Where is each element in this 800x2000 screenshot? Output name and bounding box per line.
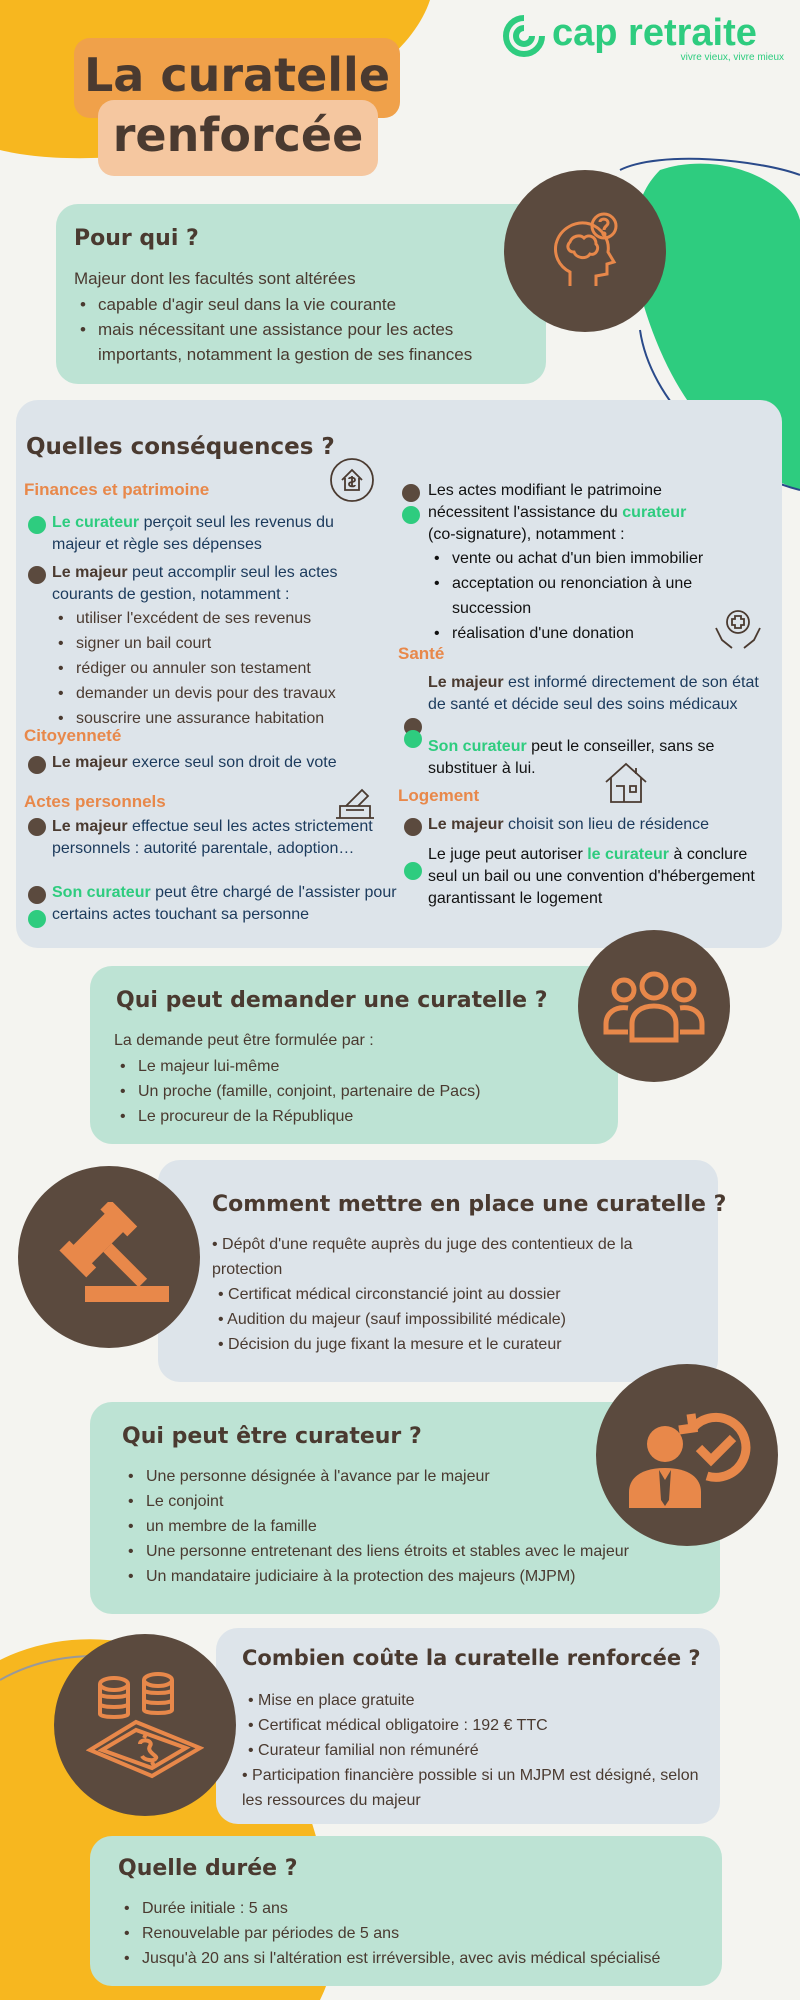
comment-card (158, 1160, 727, 1382)
bullet-dot (28, 886, 46, 904)
list-item: • souscrire une assurance habitation (52, 706, 342, 731)
pour-qui-card (56, 204, 546, 384)
list-item: • réalisation d'une donation (428, 621, 768, 646)
list-item: • signer un bail court (52, 631, 342, 656)
comment-heading: Comment mettre en place une curatelle ? (212, 1192, 727, 1217)
logement-p2: Le juge peut autoriser le curateur à conclure seul un bail ou une convention d'hébergement garantissant le logement (428, 846, 755, 907)
logo-mark-icon (502, 14, 546, 58)
sante-p2: Son curateur peut le conseiller, sans se substituer à lui. (428, 738, 715, 777)
list-item: • demander un devis pour des travaux (52, 681, 342, 706)
house-value-icon (328, 456, 376, 504)
person-check-icon (623, 1400, 751, 1510)
health-hands-icon (714, 606, 762, 650)
gavel-icon (49, 1202, 169, 1312)
sante-p1: Le majeur est informé directement de son état de santé et décide seul des soins médicaux (428, 674, 759, 713)
list-item: • acceptation ou renonciation à une succession (428, 571, 768, 621)
list-item: • Dépôt d'une requête auprès du juge des contentieux de la protection (212, 1236, 633, 1278)
actes-p1: Le majeur effectue seul les actes strictement personnels : autorité parentale, adoption… (52, 818, 373, 857)
finances-p2: Le majeur peut accomplir seul les actes courants de gestion, notamment : (52, 564, 338, 603)
house-icon (602, 760, 650, 806)
list-item: • vente ou achat d'un bien immobilier (428, 546, 768, 571)
page-title-line-1: La curatelle (83, 48, 391, 102)
list-item: • rédiger ou annuler son testament (52, 656, 342, 681)
list-item: • Renouvelable par périodes de 5 ans (118, 1921, 718, 1946)
qui-curateur-icon-circle (596, 1364, 778, 1546)
bullet-dot (28, 818, 46, 836)
list-item: • Décision du juge fixant la mesure et le curateur (218, 1336, 562, 1353)
list-item: • Audition du majeur (sauf impossibilité médicale) (218, 1311, 566, 1328)
list-item: • Mise en place gratuite (248, 1692, 415, 1709)
pour-qui-heading: Pour qui ? (74, 226, 199, 251)
bullet-dot (28, 566, 46, 584)
finances-p1: Le curateur perçoit seul les revenus du majeur et règle ses dépenses (52, 514, 334, 553)
list-item: • Un proche (famille, conjoint, partenaire de Pacs) (114, 1079, 594, 1104)
pour-qui-intro: Majeur dont les facultés sont altérées (74, 269, 356, 288)
pour-qui-list (74, 292, 534, 367)
logement-heading: Logement (398, 786, 480, 805)
coins-icon (86, 1670, 204, 1780)
list-item: • Certificat médical circonstancié joint au dossier (218, 1286, 561, 1303)
qui-demander-heading: Qui peut demander une curatelle ? (116, 988, 548, 1013)
pour-qui-icon-circle (504, 170, 666, 332)
cout-list (242, 1688, 708, 1813)
comment-icon-circle (18, 1166, 200, 1348)
cout-card (216, 1628, 720, 1824)
patrimoine-p1: Les actes modifiant le patrimoine nécessitent l'assistance du curateur (co-signature), notamment : (428, 482, 687, 543)
list-item: • Participation financière possible si un MJPM est désigné, selon les ressources du majeur (242, 1767, 699, 1809)
bullet-dot (402, 484, 420, 502)
qui-demander-list (114, 1054, 594, 1129)
qui-curateur-heading: Qui peut être curateur ? (122, 1424, 422, 1449)
qui-demander-intro: La demande peut être formulée par : (114, 1032, 374, 1049)
list-item: • Une personne entretenant des liens étroits et stables avec le majeur (122, 1539, 702, 1564)
list-item: • Un mandataire judiciaire à la protection des majeurs (MJPM) (122, 1564, 702, 1589)
qui-demander-icon-circle (578, 930, 730, 1082)
list-item: • Une personne désignée à l'avance par le majeur (122, 1464, 702, 1489)
bullet-dot (404, 730, 422, 748)
list-item: • Le majeur lui-même (114, 1054, 594, 1079)
comment-list (212, 1232, 652, 1357)
list-item: • Durée initiale : 5 ans (118, 1896, 718, 1921)
consequences-card (16, 400, 782, 948)
head-question-icon (540, 206, 630, 296)
bullet-dot (404, 862, 422, 880)
bullet-dot (28, 910, 46, 928)
brand-logo (502, 14, 792, 66)
list-item: • Curateur familial non rémunéré (248, 1742, 479, 1759)
bullet-dot (28, 756, 46, 774)
list-item: • Le procureur de la République (114, 1104, 594, 1129)
consequences-heading: Quelles conséquences ? (26, 434, 335, 460)
actes-p2: Son curateur peut être chargé de l'assister pour certains actes touchant sa personne (52, 884, 397, 923)
actes-heading: Actes personnels (24, 792, 166, 811)
list-item: • Le conjoint (122, 1489, 702, 1514)
bullet-dot (28, 516, 46, 534)
citoyennete-heading: Citoyenneté (24, 726, 122, 745)
qui-demander-card (90, 966, 618, 1144)
page-title-line-2: renforcée (112, 108, 364, 162)
finances-heading: Finances et patrimoine (24, 480, 210, 499)
list-item: • Jusqu'à 20 ans si l'altération est irréversible, avec avis médical spécialisé (118, 1946, 718, 1971)
list-item: • capable d'agir seul dans la vie courante (74, 292, 534, 317)
bullet-dot (404, 818, 422, 836)
finances-list (52, 606, 342, 731)
brand-name: cap retraite (552, 12, 757, 54)
list-item: • mais nécessitant une assistance pour les actes importants, notamment la gestion de ses finances (74, 317, 534, 367)
duree-list (118, 1896, 718, 1971)
duree-card (90, 1836, 722, 1986)
cout-heading: Combien coûte la curatelle renforcée ? (242, 1646, 701, 1670)
duree-heading: Quelle durée ? (118, 1856, 298, 1881)
list-item: • un membre de la famille (122, 1514, 702, 1539)
brand-tagline: vivre vieux, vivre mieux (680, 52, 784, 63)
bullet-dot (402, 506, 420, 524)
list-item: • utiliser l'excédent de ses revenus (52, 606, 342, 631)
logement-p1: Le majeur choisit son lieu de résidence (428, 816, 710, 833)
list-item: • Certificat médical obligatoire : 192 € TTC (248, 1717, 548, 1734)
cout-icon-circle (54, 1634, 236, 1816)
group-icon (602, 966, 706, 1046)
citoyennete-p: Le majeur exerce seul son droit de vote (52, 754, 337, 771)
sante-heading: Santé (398, 644, 445, 663)
